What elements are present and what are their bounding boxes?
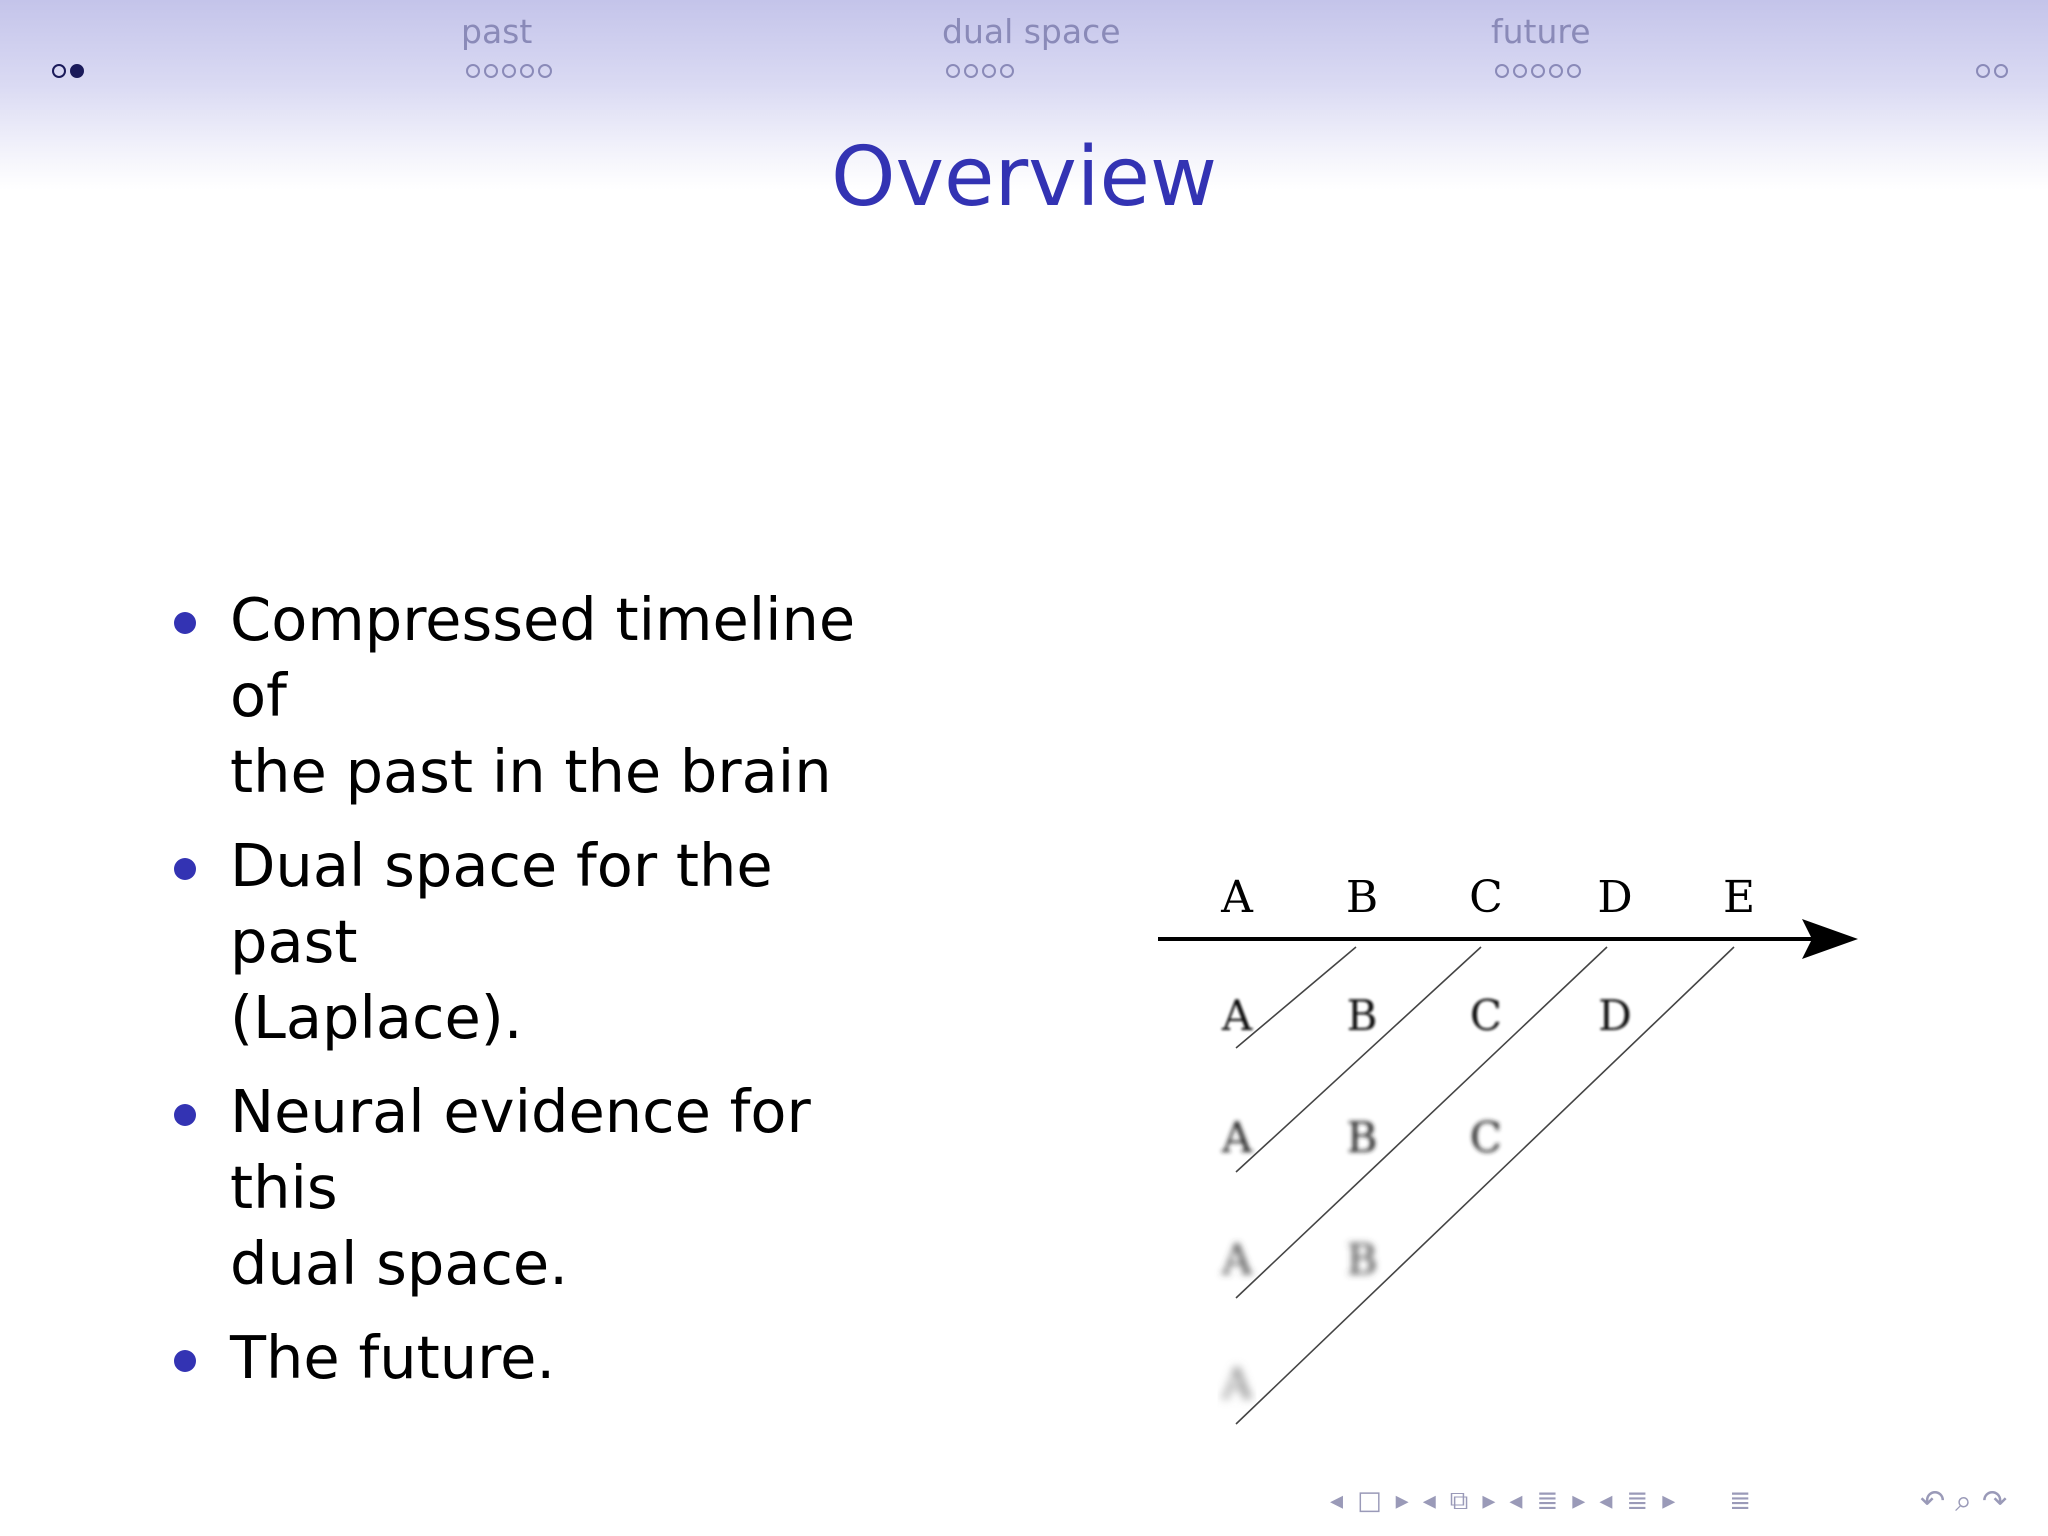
row3-label: A (1221, 1235, 1253, 1284)
timeline-diagram (1140, 850, 1900, 1450)
top-label: A (1221, 872, 1253, 923)
bullet-line: (Laplace). (230, 983, 523, 1052)
nav-section-label[interactable]: dual space (942, 12, 1121, 51)
bullet-line: The future. (230, 1323, 556, 1392)
row1-label: B (1346, 991, 1378, 1040)
undo-icon[interactable]: ↶ (1920, 1484, 1946, 1519)
nav-section-label[interactable]: future (1491, 12, 1591, 51)
arrow-left-icon[interactable]: ◂ (1599, 1486, 1613, 1516)
top-label: C (1469, 872, 1503, 923)
subsection-icon[interactable]: ⧉ (1449, 1486, 1469, 1516)
section-dot[interactable] (1994, 64, 2008, 78)
search-icon[interactable]: ⌕ (1955, 1484, 1972, 1519)
nav-section-future[interactable] (1491, 12, 1591, 52)
row3-label: B (1346, 1235, 1378, 1284)
section-dot[interactable] (1513, 64, 1527, 78)
redo-icon[interactable]: ↷ (1981, 1484, 2008, 1519)
section-dot[interactable] (1567, 64, 1581, 78)
outline-icon[interactable]: ≣ (1729, 1486, 1752, 1516)
section-dot-current[interactable] (70, 64, 84, 78)
bullet-item (172, 1074, 892, 1302)
arrow-right-icon[interactable]: ▸ (1482, 1486, 1496, 1516)
bullet-icon (174, 1350, 196, 1372)
bullet-icon (174, 612, 196, 634)
arrow-left-icon[interactable]: ◂ (1422, 1486, 1436, 1516)
bullet-line: Dual space for the past (230, 831, 773, 976)
nav-section-label[interactable]: past (461, 12, 533, 51)
row1-label: A (1221, 991, 1253, 1040)
title-section-dots[interactable] (52, 64, 84, 78)
row2-label: B (1346, 1113, 1378, 1162)
section-dot[interactable] (1976, 64, 1990, 78)
bullet-icon (174, 1104, 196, 1126)
presentation-icon[interactable]: ≣ (1626, 1486, 1649, 1516)
section-dot[interactable] (1495, 64, 1509, 78)
top-label: B (1345, 872, 1379, 923)
row1-label: C (1469, 991, 1503, 1040)
section-dot[interactable] (1549, 64, 1563, 78)
frame-icon[interactable]: □ (1357, 1486, 1382, 1516)
section-dot[interactable] (466, 64, 480, 78)
bullet-item (172, 828, 892, 1056)
section-dot[interactable] (1000, 64, 1014, 78)
nav-section-dual-space[interactable] (942, 12, 1121, 52)
bullet-icon (174, 858, 196, 880)
top-label: E (1722, 872, 1756, 923)
bullet-line: Compressed timeline of (230, 585, 856, 730)
bullet-list (172, 582, 892, 1414)
bullet-line: Neural evidence for this (230, 1077, 811, 1222)
section-dot[interactable] (484, 64, 498, 78)
section-icon[interactable]: ≣ (1536, 1486, 1559, 1516)
appendix-section-dots[interactable] (1976, 64, 2008, 78)
arrow-left-icon[interactable]: ◂ (1330, 1486, 1344, 1516)
past-section-dots[interactable] (466, 64, 552, 78)
bullet-item (172, 582, 892, 810)
dual-space-section-dots[interactable] (946, 64, 1014, 78)
future-section-dots[interactable] (1495, 64, 1581, 78)
row4-label: A (1221, 1359, 1253, 1408)
bullet-item (172, 1320, 892, 1396)
arrow-right-icon[interactable]: ▸ (1572, 1486, 1586, 1516)
nav-section-past[interactable] (461, 12, 532, 52)
beamer-nav-controls (1330, 1486, 1751, 1517)
bullet-line: dual space. (230, 1229, 568, 1298)
row2-label: A (1221, 1113, 1253, 1162)
arrow-right-icon[interactable]: ▸ (1662, 1486, 1676, 1516)
section-dot[interactable] (502, 64, 516, 78)
row1-label: D (1598, 991, 1632, 1040)
row2-label: C (1469, 1113, 1503, 1162)
section-dot[interactable] (520, 64, 534, 78)
beamer-search-tools (1920, 1484, 2007, 1519)
slide-title: Overview (830, 130, 1218, 225)
section-dot[interactable] (52, 64, 66, 78)
bullet-line: the past in the brain (230, 737, 832, 806)
arrow-left-icon[interactable]: ◂ (1509, 1486, 1523, 1516)
section-dot[interactable] (538, 64, 552, 78)
section-dot[interactable] (982, 64, 996, 78)
section-dot[interactable] (964, 64, 978, 78)
arrow-right-icon[interactable]: ▸ (1395, 1486, 1409, 1516)
section-dot[interactable] (1531, 64, 1545, 78)
top-label: D (1597, 872, 1633, 923)
section-dot[interactable] (946, 64, 960, 78)
